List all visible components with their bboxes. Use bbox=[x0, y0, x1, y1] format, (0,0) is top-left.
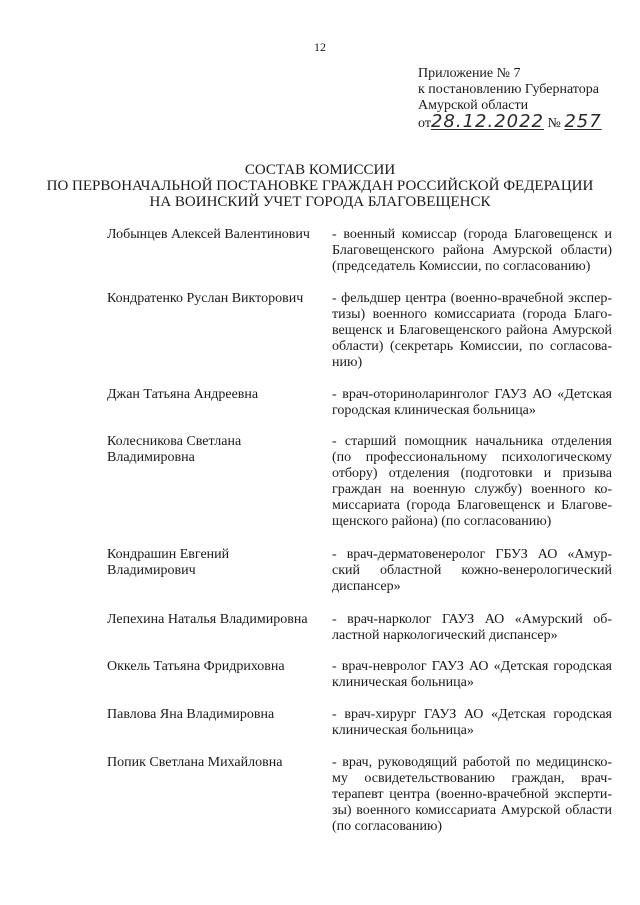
member-role-line: му освидетельствованию граждан, врач- bbox=[332, 771, 612, 786]
member-name-line: Кондратенко Руслан Викторович bbox=[107, 291, 304, 306]
member-role-line: зы) военного комиссариата Амурской области bbox=[332, 803, 612, 818]
member-name bbox=[107, 434, 322, 466]
handwritten-date: 28.12.2022 bbox=[430, 111, 544, 132]
appendix-resolution: к постановлению Губернатора bbox=[418, 82, 599, 97]
member-name bbox=[107, 291, 322, 307]
member-role-line: щенского района) (по согласованию) bbox=[332, 514, 552, 529]
member-role-line: отбору) отделения (подготовки и призыва bbox=[332, 466, 612, 481]
member-role bbox=[332, 291, 612, 371]
member-role-line: граждан на военную службу) военного ко- bbox=[332, 482, 612, 497]
member-name bbox=[107, 227, 322, 243]
document-title bbox=[0, 162, 640, 210]
member-role-line: - врач, руководящий работой по медицинско- bbox=[332, 755, 612, 770]
member-role bbox=[332, 612, 612, 644]
member-role-line: (по согласованию) bbox=[332, 819, 443, 834]
member-name bbox=[107, 387, 322, 403]
member-role-line: терапевт центра (военно-врачебной эксперти- bbox=[332, 787, 612, 802]
member-role-line: миссариата (города Благовещенск и Благове- bbox=[332, 498, 612, 513]
handwritten-number: 257 bbox=[564, 111, 602, 132]
appendix-number: Приложение № 7 bbox=[418, 66, 521, 81]
appendix-block bbox=[418, 66, 602, 132]
member-role-line: - врач-оториноларинголог ГАУЗ АО «Детская bbox=[332, 387, 612, 402]
member-name-line: Попик Светлана Михайловна bbox=[107, 755, 283, 770]
member-name-line: Оккель Татьяна Фридриховна bbox=[107, 659, 285, 674]
member-role bbox=[332, 707, 612, 739]
member-name-line: Джан Татьяна Андреевна bbox=[107, 387, 259, 402]
title-line-2: ПО ПЕРВОНАЧАЛЬНОЙ ПОСТАНОВКЕ ГРАЖДАН РОССИЙСКОЙ ФЕДЕРАЦИИ bbox=[46, 178, 594, 194]
member-name bbox=[107, 755, 322, 771]
member-role-line: - фельдшер центра (военно-врачебной экспер- bbox=[332, 291, 612, 306]
member-role-line: ский областной кожно-венерологический bbox=[332, 563, 612, 578]
member-role-line: нию) bbox=[332, 355, 363, 370]
member-role bbox=[332, 434, 612, 530]
member-role-line: клиническая больница» bbox=[332, 723, 474, 738]
member-name bbox=[107, 612, 322, 628]
member-role-line: городская клиническая больница» bbox=[332, 403, 536, 418]
member-role-line: области) (секретарь Комиссии, по согласова- bbox=[332, 339, 612, 354]
member-role-line: вещенск и Благовещенского района Амурской bbox=[332, 323, 612, 338]
member-role bbox=[332, 227, 612, 275]
member-name-line: Владимирович bbox=[107, 563, 196, 578]
member-role-line: - старший помощник начальника отделения bbox=[332, 434, 612, 449]
number-prefix: № bbox=[547, 116, 561, 131]
member-role-line: - врач-нарколог ГАУЗ АО «Амурский об- bbox=[332, 612, 612, 627]
member-name bbox=[107, 707, 322, 723]
title-line-1: СОСТАВ КОМИССИИ bbox=[244, 162, 396, 178]
member-role-line: Благовещенского района Амурской области) bbox=[332, 243, 612, 258]
member-name-line: Павлова Яна Владимировна bbox=[107, 707, 275, 722]
member-role-line: (председатель Комиссии, по согласованию) bbox=[332, 259, 591, 274]
member-name-line: Лепехина Наталья Владимировна bbox=[107, 612, 308, 627]
member-role-line: диспансер» bbox=[332, 579, 401, 594]
member-role-line: тизы) военного комиссариата (города Благо- bbox=[332, 307, 612, 322]
member-role-line: (по профессиональному психологическому bbox=[332, 450, 612, 465]
member-role-line: - военный комиссар (города Благовещенск и bbox=[332, 227, 612, 242]
member-role-line: клиническая больница» bbox=[332, 675, 474, 690]
member-role-line: ластной наркологический диспансер» bbox=[332, 628, 558, 643]
member-role-line: - врач-хирург ГАУЗ АО «Детская городская bbox=[332, 707, 612, 722]
member-role-line: - врач-дерматовенеролог ГБУЗ АО «Амур- bbox=[332, 547, 612, 562]
appendix-date-line bbox=[418, 111, 602, 132]
title-line-3: НА ВОИНСКИЙ УЧЕТ ГОРОДА БЛАГОВЕЩЕНСК bbox=[149, 194, 491, 210]
member-name-line: Колесникова Светлана bbox=[107, 434, 242, 449]
member-role bbox=[332, 755, 612, 835]
member-role bbox=[332, 547, 612, 595]
member-name bbox=[107, 547, 322, 579]
member-name bbox=[107, 659, 322, 675]
member-name-line: Лобынцев Алексей Валентинович bbox=[107, 227, 310, 242]
member-name-line: Кондрашин Евгений bbox=[107, 547, 230, 562]
page-number: 12 bbox=[314, 40, 326, 54]
member-role bbox=[332, 387, 612, 419]
member-role bbox=[332, 659, 612, 691]
member-name-line: Владимировна bbox=[107, 450, 195, 465]
appendix-region: Амурской области bbox=[418, 98, 529, 113]
member-role-line: - врач-невролог ГАУЗ АО «Детская городская bbox=[332, 659, 612, 674]
date-prefix: от bbox=[418, 116, 431, 131]
